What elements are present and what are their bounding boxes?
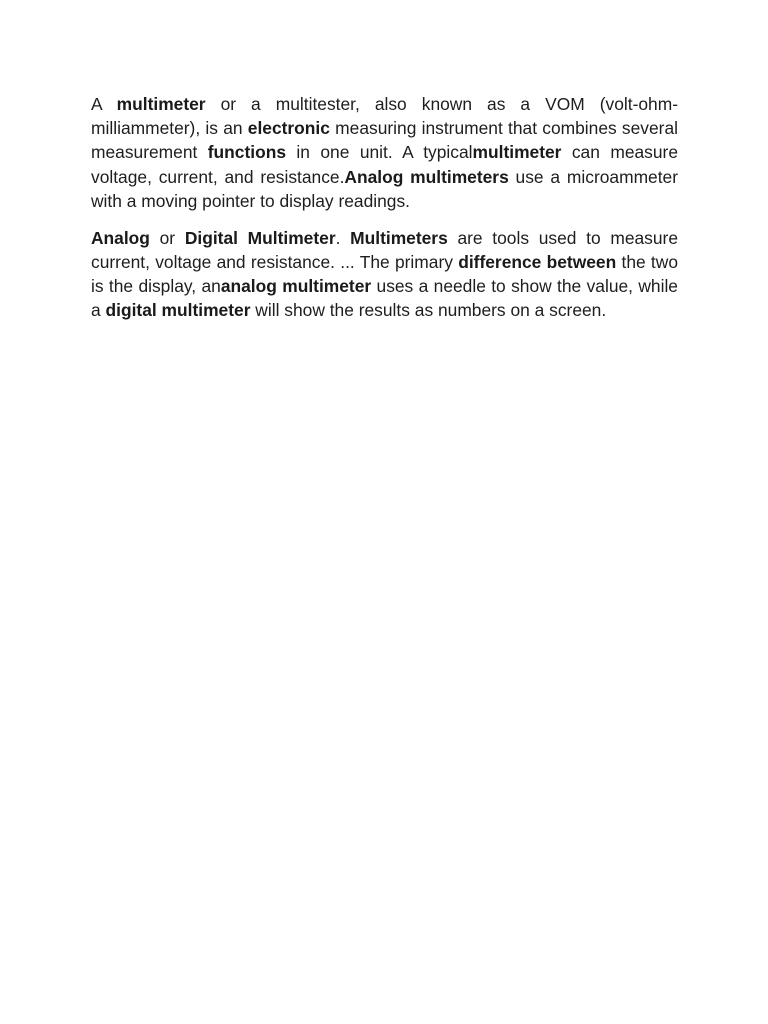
- text-run: A: [91, 94, 117, 114]
- bold-term: multimeter: [472, 142, 562, 163]
- bold-term: difference between: [458, 251, 617, 272]
- bold-term: Digital Multimeter: [184, 227, 336, 248]
- text-run: or a multitester, also known as a VOM (volt-ohm-milliammeter), is an: [91, 94, 678, 139]
- paragraph-1: [91, 92, 678, 213]
- text-run: uses a needle to show the value, while a: [91, 275, 678, 321]
- paragraph-2: [91, 226, 678, 323]
- bold-term: electronic: [247, 118, 330, 139]
- bold-term: multimeter: [116, 94, 206, 114]
- text-run: use a microammeter with a moving pointer to display readings.: [91, 166, 679, 211]
- bold-term: Multimeters: [350, 227, 448, 248]
- document-page: [91, 92, 678, 322]
- text-run: .: [335, 227, 351, 248]
- text-run: are tools used to measure current, voltage and resistance. ... The primary: [91, 227, 679, 272]
- bold-term: analog multimeter: [220, 275, 372, 296]
- text-run: can measure voltage, current, and resistance.: [91, 142, 678, 187]
- bold-term: Analog multimeters: [344, 166, 509, 187]
- bold-term: functions: [207, 142, 286, 163]
- text-run: will show the results as numbers on a screen.: [250, 300, 607, 321]
- bold-term: digital multimeter: [105, 300, 251, 321]
- text-run: measuring instrument that combines several measurement: [91, 118, 678, 163]
- text-run: or: [149, 227, 185, 248]
- bold-term: Analog: [91, 227, 150, 248]
- text-run: the two is the display, an: [91, 251, 678, 296]
- text-run: in one unit. A typical: [286, 142, 473, 163]
